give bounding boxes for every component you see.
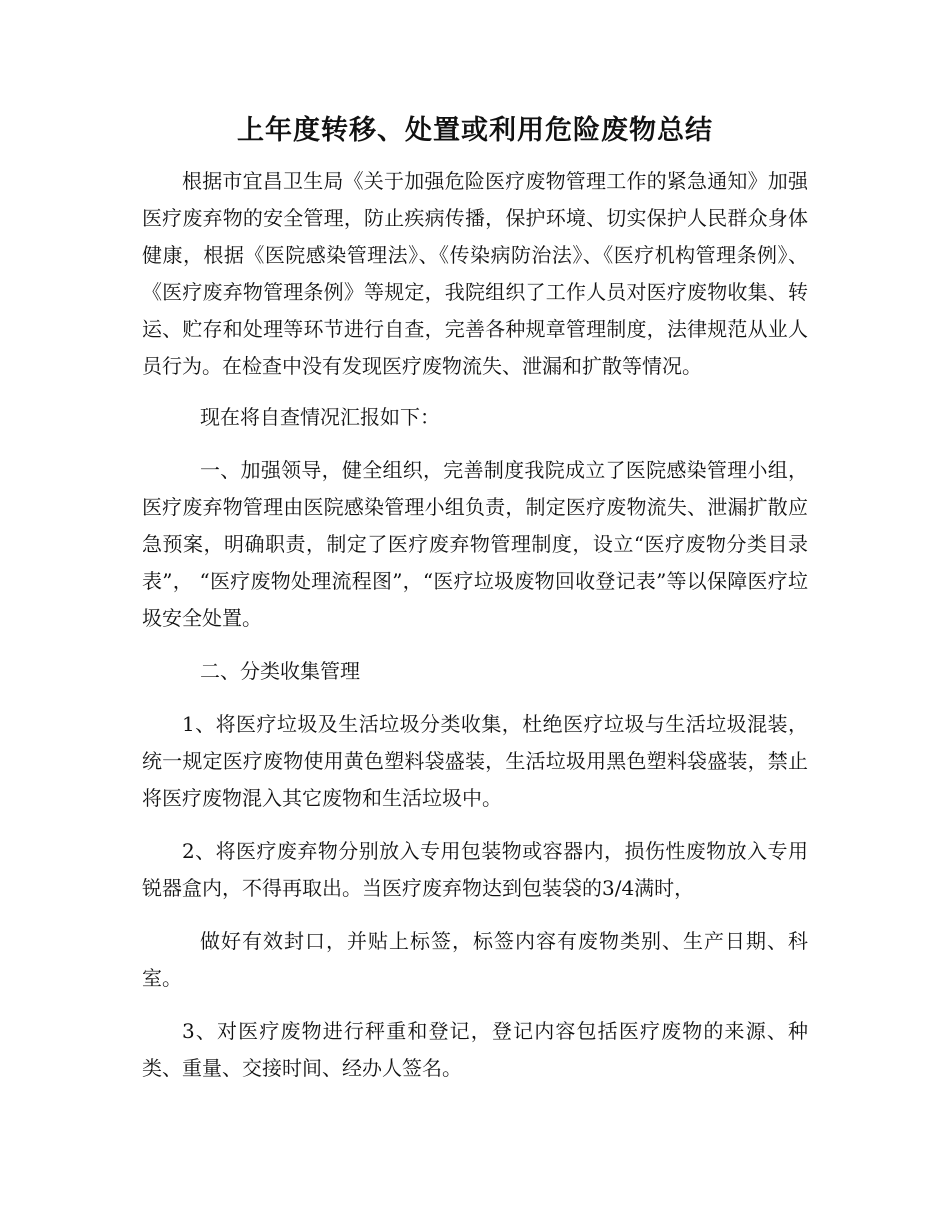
paragraph-intro: 根据市宜昌卫生局《关于加强危险医疗废物管理工作的紧急通知》加强医疗废弃物的安全管理，防止疾病传播，保护环境、切实保护人民群众身体健康，根据《医院感染管理法》、《传染病防治法》、《医疗机构管理条例》、《医疗废弃物管理条例》等规定，我院组织了工作人员对医疗废物收集、转运、贮存和处理等环节进行自查，完善各种规章管理制度，法律规范从业人员行为。在检查中没有发现医疗废物流失、泄漏和扩散等情况。 xyxy=(142,169,808,378)
document-body xyxy=(142,163,808,1103)
paragraph-report-lead: 现在将自查情况汇报如下： xyxy=(200,405,440,429)
paragraph-section-one: 一、加强领导，健全组织，完善制度我院成立了医院感染管理小组，医疗废弃物管理由医院感染管理小组负责，制定医疗废物流失、泄漏扩散应急预案，明确职责，制定了医疗废弃物管理制度，设立“医疗废物分类目录表”， “医疗废物处理流程图”，“医疗垃圾废物回收登记表”等以保障医疗垃圾安全处置。 xyxy=(142,458,808,630)
paragraph-item-2: 2、将医疗废弃物分别放入专用包装物或容器内，损伤性废物放入专用锐器盒内，不得再取出。当医疗废弃物达到包装袋的3/4满时， xyxy=(142,839,808,900)
paragraph-item-1: 1、将医疗垃圾及生活垃圾分类收集，杜绝医疗垃圾与生活垃圾混装，统一规定医疗废物使用黄色塑料袋盛装，生活垃圾用黑色塑料袋盛装，禁止将医疗废物混入其它废物和生活垃圾中。 xyxy=(142,712,808,810)
document-title: 上年度转移、处置或利用危险废物总结 xyxy=(237,115,713,146)
paragraph-item-3: 3、对医疗废物进行秤重和登记，登记内容包括医疗废物的来源、种类、重量、交接时间、经办人签名。 xyxy=(142,1019,808,1080)
paragraph-item-2-continued: 做好有效封口，并贴上标签，标签内容有废物类别、生产日期、科室。 xyxy=(142,929,808,990)
paragraph-section-two-heading: 二、分类收集管理 xyxy=(200,659,360,683)
